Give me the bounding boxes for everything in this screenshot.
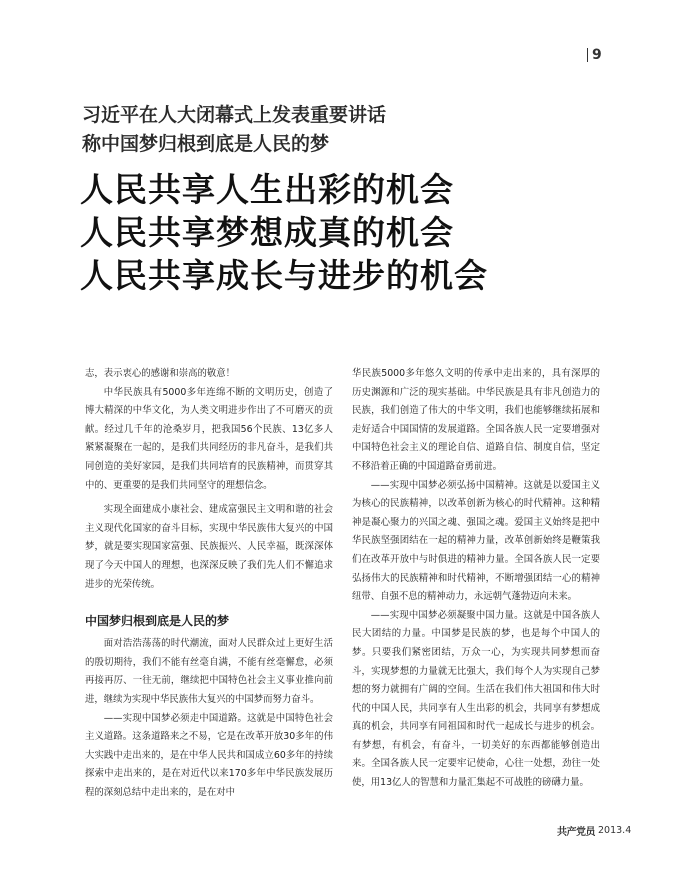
right-column [352, 365, 600, 793]
paragraph: 面对浩浩荡荡的时代潮流，面对人民群众过上更好生活的殷切期待，我们不能有丝毫自满，不能有丝毫懈怠，必须再接再厉、一往无前，继续把中国特色社会主义事业推向前进，继续为实现中华民族伟大复兴的中国梦而努力奋斗。 [85, 638, 333, 705]
paragraph: ——实现中国梦必须凝聚中国力量。这就是中国各族人民大团结的力量。中国梦是民族的梦，也是每个中国人的梦。只要我们紧密团结，万众一心，为实现共同梦想而奋斗，实现梦想的力量就无比强大，我们每个人为实现自己梦想的努力就拥有广阔的空间。生活在我们伟大祖国和伟大时代的中国人民，共同享有人生出彩的机会，共同享有梦想成真的机会，共同享有同祖国和时代一起成长与进步的机会。有梦想，有机会，有奋斗，一切美好的东西都能够创造出来。全国各族人民一定要牢记使命，心往一处想，劲往一处使，用13亿人的智慧和力量汇集起不可战胜的磅礴力量。 [352, 609, 600, 789]
issue-number: 2013.4 [598, 825, 632, 836]
page-number [587, 47, 602, 63]
page-footer [557, 823, 631, 838]
paragraph: ——实现中国梦必须走中国道路。这就是中国特色社会主义道路。这条道路来之不易，它是在改革开放30多年的伟大实践中走出来的，是在中华人民共和国成立60多年的持续探索中走出来的，是在对近代以来170多年中华民族发展历程的深刻总结中走出来的，是在对中 [85, 712, 333, 798]
magazine-logo: 共产党员 [557, 827, 595, 838]
section-title: 中国梦归根到底是人民的梦 [85, 614, 230, 629]
paragraph: 华民族5000多年悠久文明的传承中走出来的，具有深厚的历史渊源和广泛的现实基础。中华民族是具有非凡创造力的民族，我们创造了伟大的中华文明，我们也能够继续拓展和走好适合中国国情的发展道路。全国各族人民一定要增强对中国特色社会主义的理论自信、道路自信、制度自信，坚定不移沿着正确的中国道路奋勇前进。 [352, 368, 600, 472]
article-subhead [82, 101, 622, 159]
headline-line: 人民共享梦想成真的机会 [80, 213, 454, 252]
headline-line: 人民共享成长与进步的机会 [80, 256, 488, 295]
paragraph: 实现全面建成小康社会、建成富强民主文明和谐的社会主义现代化国家的奋斗目标，实现中华民族伟大复兴的中国梦，就是要实现国家富强、民族振兴、人民幸福，既深深体现了今天中国人的理想，也深深反映了我们先人们不懈追求进步的光荣传统。 [85, 504, 333, 590]
paragraph: 志，表示衷心的感谢和崇高的敬意！ [85, 368, 236, 379]
paragraph: 中华民族具有5000多年连绵不断的文明历史，创造了博大精深的中华文化，为人类文明进步作出了不可磨灭的贡献。经过几千年的沧桑岁月，把我国56个民族、13亿多人紧紧凝聚在一起的，是我们共同经历的非凡奋斗，是我们共同创造的美好家园，是我们共同培育的民族精神，而贯穿其中的、更重要的是我们共同坚守的理想信念。 [85, 386, 333, 491]
page-number-value: 9 [592, 47, 602, 63]
page-number-divider [587, 48, 588, 62]
paragraph: ——实现中国梦必须弘扬中国精神。这就是以爱国主义为核心的民族精神，以改革创新为核心的时代精神。这种精神是凝心聚力的兴国之魂、强国之魂。爱国主义始终是把中华民族坚强团结在一起的精神力量，改革创新始终是鞭策我们在改革开放中与时俱进的精神力量。全国各族人民一定要弘扬伟大的民族精神和时代精神，不断增强团结一心的精神纽带、自强不息的精神动力，永远朝气蓬勃迈向未来。 [352, 479, 600, 603]
article-headline [80, 168, 640, 297]
headline-line: 人民共享人生出彩的机会 [80, 170, 454, 209]
subhead-line: 称中国梦归根到底是人民的梦 [82, 133, 330, 155]
subhead-line: 习近平在人大闭幕式上发表重要讲话 [82, 104, 387, 126]
left-column [85, 365, 333, 802]
